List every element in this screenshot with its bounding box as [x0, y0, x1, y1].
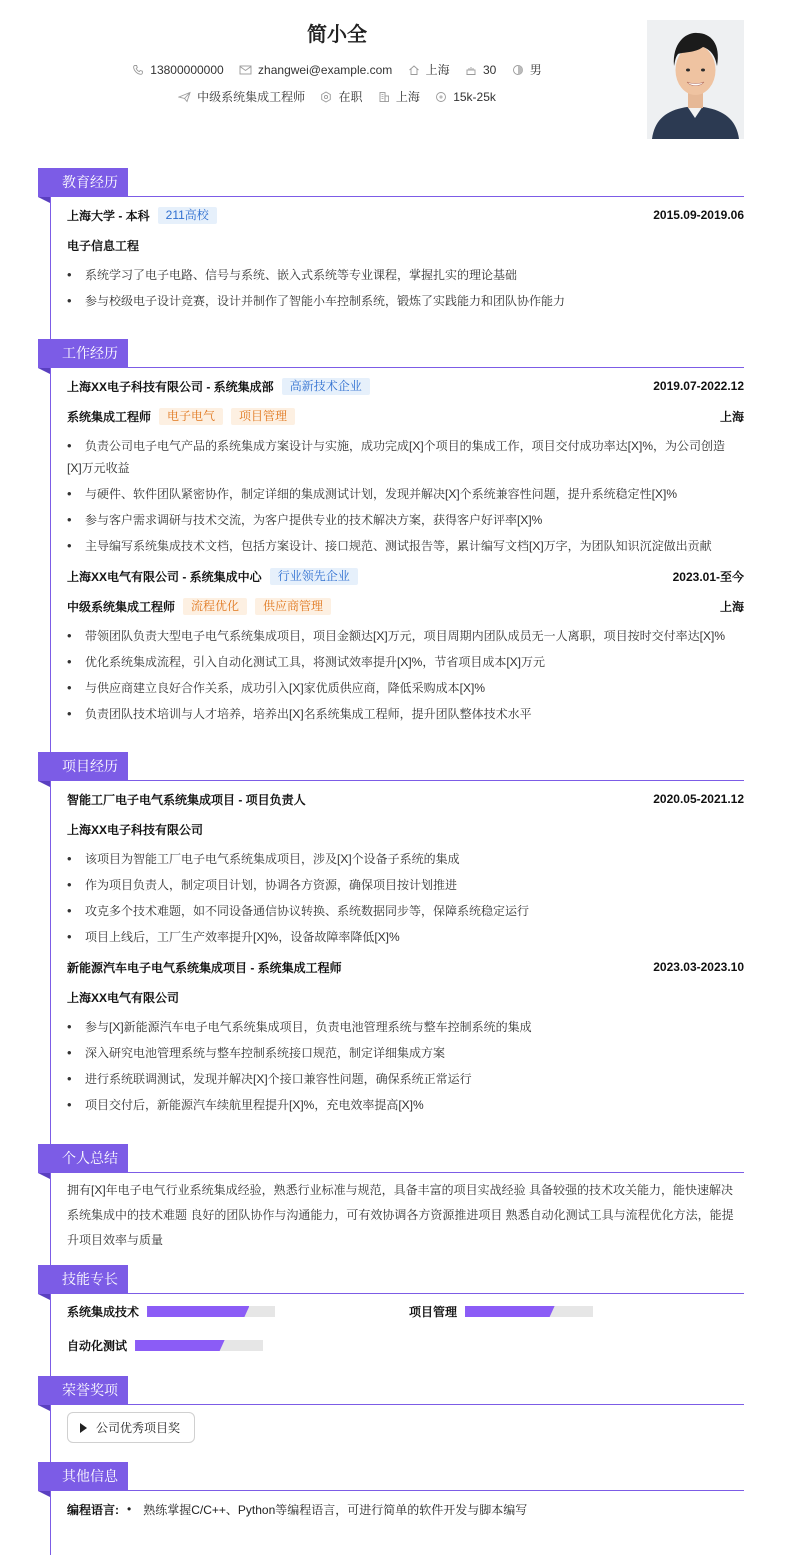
phone-text: 13800000000 — [150, 62, 224, 77]
job-role: 系统集成工程师 — [67, 409, 152, 424]
skills-section — [38, 1265, 744, 1353]
education-major-row — [67, 236, 744, 254]
project-name-row — [67, 790, 744, 808]
job-location: 上海 — [719, 409, 744, 424]
project-bullet: • 进行系统联调测试，发现并解决[X]个接口兼容性问题，确保系统正常运行 — [67, 1068, 730, 1090]
major-name: 电子信息工程 — [67, 238, 140, 253]
role-tag: 供应商管理 — [255, 598, 331, 615]
other-section — [38, 1462, 744, 1517]
job-bullet: • 负责公司电子电气产品的系统集成方案设计与实施，成功完成[X]个项目的集成工作，项目交付成功率达[X]%，为公司创造 — [67, 435, 730, 457]
skill-item — [67, 1337, 263, 1354]
home-icon — [408, 64, 420, 76]
skill-item — [67, 1303, 275, 1320]
other-heading — [38, 1462, 744, 1492]
position-text: 中级系统集成工程师 — [197, 90, 306, 104]
project-date: 2023.03-2023.10 — [653, 960, 744, 974]
honors-heading — [38, 1376, 744, 1406]
email-text: zhangwei@example.com — [258, 62, 393, 77]
job-intent-row — [0, 88, 674, 106]
job-bullet: • 负责团队技术培训与人才培养，培养出[X]名系统集成工程师，提升团队整体技术水平 — [67, 703, 730, 725]
status-text: 在职 — [338, 90, 363, 104]
job-bullet: • 优化系统集成流程，引入自动化测试工具，将测试效率提升[X]%，节省项目成本[X]万元 — [67, 651, 730, 673]
education-heading — [38, 168, 744, 198]
candidate-name: 简小全 — [307, 24, 367, 46]
section-divider — [38, 1172, 744, 1173]
section-divider — [38, 1293, 744, 1294]
project-bullet: • 深入研究电池管理系统与整车控制系统接口规范，制定详细集成方案 — [67, 1042, 730, 1064]
skills-heading — [38, 1265, 744, 1295]
skill-name: 系统集成技术 — [67, 1305, 140, 1319]
ribbon-fold — [38, 1294, 50, 1300]
work-city-text: 上海 — [395, 90, 420, 104]
bullet-dot: • — [127, 1502, 132, 1516]
job-company-row — [67, 377, 744, 395]
job-role: 中级系统集成工程师 — [67, 599, 176, 614]
company-name: 上海XX电子科技有限公司 - 系统集成部 — [67, 379, 274, 394]
project-bullet: • 项目交付后，新能源汽车续航里程提升[X]%，充电效率提高[X]% — [67, 1094, 730, 1116]
status-item — [320, 88, 362, 105]
salary-text: 15k-25k — [453, 89, 496, 104]
company-name: 上海XX电气有限公司 - 系统集成中心 — [67, 569, 262, 584]
job-location: 上海 — [719, 599, 744, 614]
ribbon-fold — [38, 1173, 50, 1179]
school-name: 上海大学 - 本科 — [67, 208, 150, 223]
section-divider — [38, 1490, 744, 1491]
project-company: 上海XX电气有限公司 — [67, 990, 180, 1005]
education-date: 2015.09-2019.06 — [653, 208, 744, 222]
skill-level-fill — [147, 1306, 249, 1317]
honors-section — [38, 1376, 744, 1435]
position-item — [178, 88, 305, 105]
education-school-row — [67, 206, 744, 224]
job-date: 2019.07-2022.12 — [653, 379, 744, 393]
age-text: 30 — [483, 62, 497, 77]
section-divider — [38, 1404, 744, 1405]
other-label: 编程语言: — [67, 1502, 119, 1517]
settings-icon — [320, 91, 332, 103]
job-role-row — [67, 407, 744, 425]
summary-line: 拥有[X]年电子电气行业系统集成经验，熟悉行业标准与规范，具备丰富的项目实战经验 具备较强的技术攻关能力，能快速解决 — [67, 1183, 734, 1197]
project-name: 新能源汽车电子电气系统集成项目 - 系统集成工程师 — [67, 960, 342, 975]
company-tag: 行业领先企业 — [270, 568, 358, 585]
section-divider — [38, 780, 744, 781]
phone-icon — [132, 64, 144, 76]
salary-item — [435, 90, 496, 104]
resume-header — [0, 0, 794, 150]
project-company-row — [67, 820, 744, 838]
work-section — [38, 339, 744, 721]
contact-row — [0, 61, 674, 79]
coin-icon — [435, 91, 447, 103]
projects-heading — [38, 752, 744, 782]
work-heading — [38, 339, 744, 369]
summary-title: 个人总结 — [38, 1144, 128, 1173]
building-icon — [378, 91, 390, 103]
ribbon-fold — [38, 1491, 50, 1497]
job-date: 2023.01-至今 — [672, 569, 744, 584]
job-bullet: • 与供应商建立良好合作关系，成功引入[X]家优质供应商，降低采购成本[X]% — [67, 677, 730, 699]
summary-heading — [38, 1144, 744, 1174]
job-bullet: • 主导编写系统集成技术文档，包括方案设计、接口规范、测试报告等，累计编写文档[X]万字，为团队知识沉淀做出贡献 — [67, 535, 730, 557]
job-bullet: • 带领团队负责大型电子电气系统集成项目，项目金额达[X]万元，项目周期内团队成员无一人离职，项目按时交付率达[X]% — [67, 625, 730, 647]
skill-level-fill — [135, 1340, 225, 1351]
work-title: 工作经历 — [38, 339, 128, 368]
email-item — [239, 63, 392, 77]
timeline-line — [50, 195, 51, 1555]
section-divider — [38, 367, 744, 368]
mail-icon — [239, 64, 252, 76]
role-tag: 项目管理 — [231, 408, 295, 425]
projects-section — [38, 752, 744, 1112]
skill-level-bar — [135, 1340, 263, 1351]
other-text: 熟练掌握C/C++、Python等编程语言，可进行简单的软件开发与脚本编写 — [143, 1502, 528, 1517]
award-toggle[interactable] — [67, 1412, 195, 1443]
profile-photo — [647, 20, 744, 139]
award-name: 公司优秀项目奖 — [96, 1421, 181, 1435]
job-bullet-continuation: [X]万元收益 — [67, 461, 130, 475]
education-title: 教育经历 — [38, 168, 128, 197]
education-section — [38, 168, 744, 308]
skill-level-bar — [147, 1306, 275, 1317]
work-city-item — [378, 88, 420, 105]
city-text: 上海 — [425, 63, 450, 77]
ribbon-fold — [38, 1405, 50, 1411]
project-company: 上海XX电子科技有限公司 — [67, 822, 204, 837]
ribbon-fold — [38, 781, 50, 787]
role-tag: 电子电气 — [159, 408, 223, 425]
gender-item — [512, 61, 542, 78]
role-tag: 流程优化 — [183, 598, 247, 615]
job-bullet: • 与硬件、软件团队紧密协作，制定详细的集成测试计划，发现并解决[X]个系统兼容性问题，提升系统稳定性[X]% — [67, 483, 730, 505]
skill-level-bar — [465, 1306, 593, 1317]
project-bullet: • 攻克多个技术难题，如不同设备通信协议转换、系统数据同步等，保障系统稳定运行 — [67, 900, 730, 922]
skill-item — [409, 1303, 593, 1320]
school-tag: 211高校 — [158, 207, 217, 224]
summary-line: 系统集成中的技术难题 良好的团队协作与沟通能力，可有效协调各方资源推进项目 熟悉自动化测试工具与流程优化方法，能提 — [67, 1208, 734, 1222]
project-bullet: • 作为项目负责人，制定项目计划，协调各方资源，确保项目按计划推进 — [67, 874, 730, 896]
cake-icon — [465, 64, 477, 76]
expand-triangle-icon — [80, 1423, 87, 1433]
education-bullet: • 参与校级电子设计竞赛，设计并制作了智能小车控制系统，锻炼了实践能力和团队协作能力 — [67, 290, 730, 312]
skills-title: 技能专长 — [38, 1265, 128, 1294]
project-name: 智能工厂电子电气系统集成项目 - 项目负责人 — [67, 792, 306, 807]
project-company-row — [67, 988, 744, 1006]
phone-item — [132, 63, 223, 77]
skill-name: 自动化测试 — [67, 1339, 128, 1353]
projects-title: 项目经历 — [38, 752, 128, 781]
summary-line: 升项目效率与质量 — [67, 1233, 164, 1247]
project-date: 2020.05-2021.12 — [653, 792, 744, 806]
project-bullet: • 参与[X]新能源汽车电子电气系统集成项目，负责电池管理系统与整车控制系统的集成 — [67, 1016, 730, 1038]
other-info-row — [67, 1500, 744, 1518]
project-name-row — [67, 958, 744, 976]
section-divider — [38, 196, 744, 197]
job-company-row — [67, 567, 744, 585]
honors-title: 荣誉奖项 — [38, 1376, 128, 1405]
ribbon-fold — [38, 197, 50, 203]
ribbon-fold — [38, 368, 50, 374]
project-bullet: • 项目上线后，工厂生产效率提升[X]%，设备故障率降低[X]% — [67, 926, 730, 948]
summary-section — [38, 1144, 744, 1247]
other-title: 其他信息 — [38, 1462, 128, 1491]
education-bullet: • 系统学习了电子电路、信号与系统、嵌入式系统等专业课程，掌握扎实的理论基础 — [67, 264, 730, 286]
company-tag: 高新技术企业 — [282, 378, 370, 395]
age-item — [465, 63, 496, 77]
job-bullet: • 参与客户需求调研与技术交流，为客户提供专业的技术解决方案，获得客户好评率[X]% — [67, 509, 730, 531]
project-bullet: • 该项目为智能工厂电子电气系统集成项目，涉及[X]个设备子系统的集成 — [67, 848, 730, 870]
city-item — [408, 61, 450, 78]
job-role-row — [67, 597, 744, 615]
gender-icon — [512, 64, 524, 76]
send-icon — [178, 91, 191, 103]
gender-text: 男 — [529, 63, 542, 77]
skill-name: 项目管理 — [409, 1305, 458, 1319]
skill-level-fill — [465, 1306, 555, 1317]
